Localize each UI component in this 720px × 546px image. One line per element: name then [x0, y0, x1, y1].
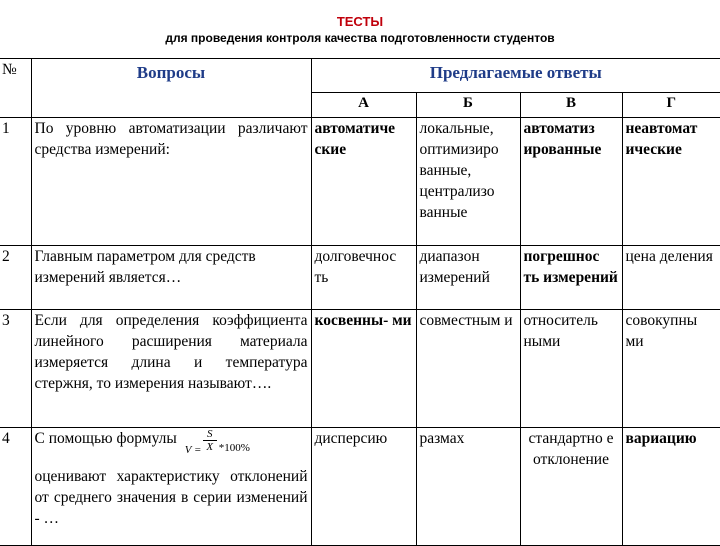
table-row [0, 310, 720, 428]
answer-a: дисперсию [311, 428, 416, 546]
row-number: 3 [0, 310, 31, 428]
questions-header: Вопросы [31, 59, 311, 118]
column-c: В [520, 93, 622, 118]
answer-b: локальные, оптимизиро ванные, централизо ванные [416, 118, 520, 246]
answer-d: совокупны ми [622, 310, 720, 428]
question-text [31, 428, 311, 546]
formula [181, 428, 281, 458]
answer-c: автоматиз ированные [520, 118, 622, 246]
answer-b: диапазон измерений [416, 246, 520, 310]
page-title: ТЕСТЫ [336, 14, 384, 29]
answer-a: долговечнос ть [311, 246, 416, 310]
answer-d: цена деления [622, 246, 720, 310]
answer-d: неавтомат ические [622, 118, 720, 246]
row-number: 1 [0, 118, 31, 246]
num-header: № [0, 59, 31, 118]
answer-a: косвенны- ми [311, 310, 416, 428]
question-text-part-1: С помощью формулы [34, 430, 177, 447]
question-text: Главным параметром для средств измерений является… [31, 246, 311, 310]
table-row [0, 428, 720, 546]
column-d: Г [622, 93, 720, 118]
column-a: А [311, 93, 416, 118]
test-table [0, 58, 720, 546]
row-number: 2 [0, 246, 31, 310]
answer-d: вариацию [622, 428, 720, 546]
question-text-part-2: оценивают характеристику отклонений от среднего значения в серии изменений - … [34, 468, 308, 527]
answer-c: относитель ными [520, 310, 622, 428]
row-number: 4 [0, 428, 31, 546]
answer-a: автоматиче ские [311, 118, 416, 246]
column-b: Б [416, 93, 520, 118]
question-text: По уровню автоматизации различают средства измерений: [31, 118, 311, 246]
table-row [0, 118, 720, 246]
formula-numerator: S [203, 428, 217, 441]
formula-lhs: V = [184, 444, 202, 456]
table-header-row [0, 59, 720, 93]
answer-b: размах [416, 428, 520, 546]
answers-header: Предлагаемые ответы [311, 59, 720, 93]
formula-fraction [203, 428, 217, 453]
formula-multiplier: *100% [218, 442, 250, 454]
page-subtitle: для проведения контроля качества подготовленности студентов [165, 31, 555, 45]
answer-c: стандартно е отклонение [520, 428, 622, 546]
table-row [0, 246, 720, 310]
answer-c: погрешнос ть измерений [520, 246, 622, 310]
answer-b: совместным и [416, 310, 520, 428]
question-text: Если для определения коэффициента линейного расширения материала измеряется длина и температура стержня, то измерения называют…. [31, 310, 311, 428]
formula-denominator: X [206, 441, 214, 453]
